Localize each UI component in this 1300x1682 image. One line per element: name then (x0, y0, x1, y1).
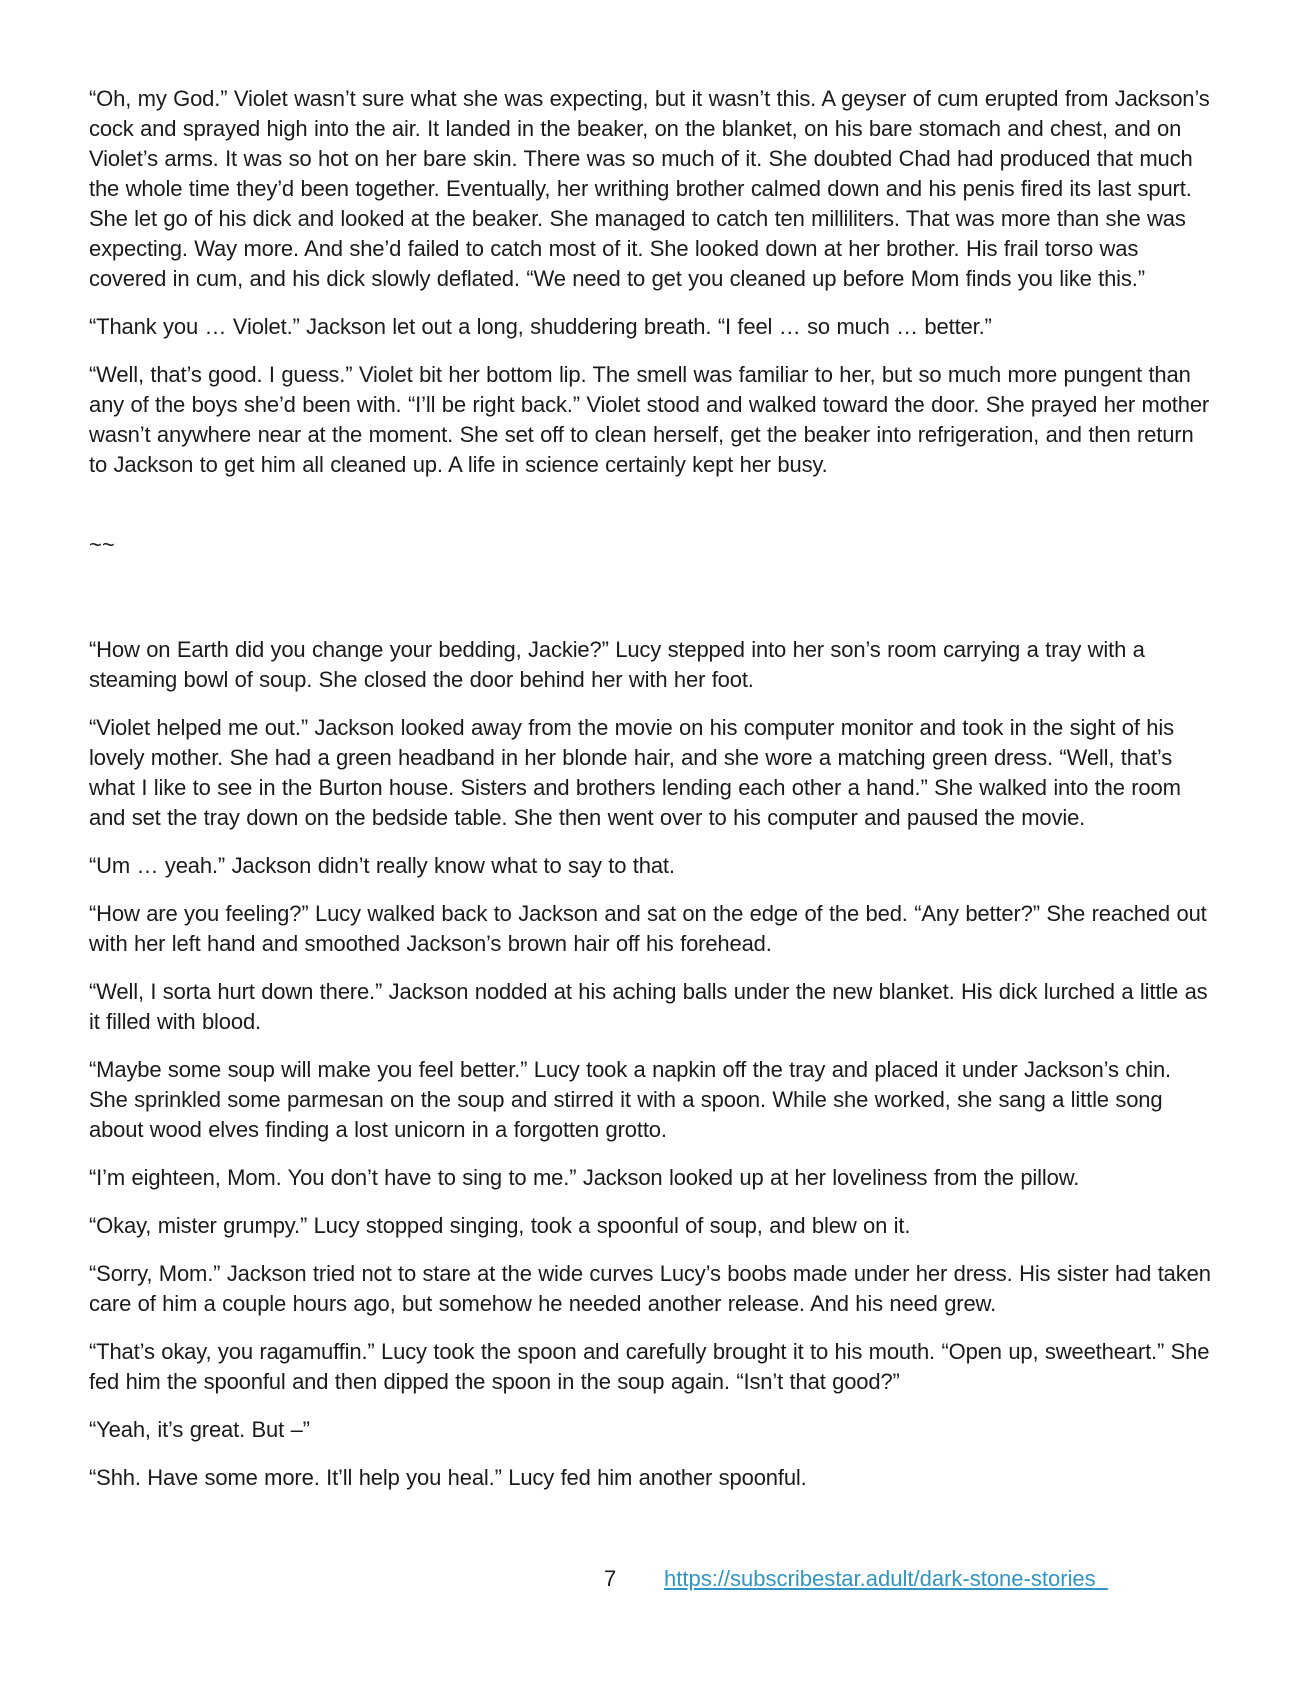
story-text-body (89, 84, 1211, 1511)
paragraph: “Okay, mister grumpy.” Lucy stopped singing, took a spoonful of soup, and blew on it. (89, 1213, 911, 1238)
paragraph: “Shh. Have some more. It’ll help you heal.” Lucy fed him another spoonful. (89, 1465, 807, 1490)
paragraph: “Sorry, Mom.” Jackson tried not to stare at the wide curves Lucy’s boobs made under her dress. His sister had taken care of him a couple hours ago, but somehow he needed another release. And his need grew. (89, 1261, 1211, 1316)
paragraph: “Yeah, it’s great. But –” (89, 1417, 310, 1442)
paragraph: “Oh, my God.” Violet wasn’t sure what she was expecting, but it wasn’t this. A geyser of cum erupted from Jackson’s cock and sprayed high into the air. It landed in the beaker, on the blanket, on his bare stomach and chest, and on Violet’s arms. It was so hot on her bare skin. There was so much of it. She doubted Chad had produced that much the whole time they’d been together. Eventually, her writhing brother calmed down and his penis fired its last spurt. She let go of his dick and looked at the beaker. She managed to catch ten milliliters. That was more than she was expecting. Way more. And she’d failed to catch most of it. She looked down at her brother. His frail torso was covered in cum, and his dick slowly deflated. “We need to get you cleaned up before Mom finds you like this.” (89, 86, 1210, 291)
paragraph: “Um … yeah.” Jackson didn’t really know what to say to that. (89, 853, 675, 878)
paragraph: “Well, that’s good. I guess.” Violet bit her bottom lip. The smell was familiar to her, but so much more pungent than any of the boys she’d been with. “I’ll be right back.” Violet stood and walked toward the door. She prayed her mother wasn’t anywhere near at the moment. She set off to clean herself, get the beaker into refrigeration, and then return to Jackson to get him all cleaned up. A life in science certainly kept her busy. (89, 362, 1210, 477)
subscribestar-link[interactable]: https://subscribestar.adult/dark-stone-stories (664, 1566, 1096, 1591)
page-footer (0, 1564, 1300, 1600)
paragraph: “Thank you … Violet.” Jackson let out a long, shuddering breath. “I feel … so much … better.” (89, 314, 992, 339)
paragraph: “How are you feeling?” Lucy walked back to Jackson and sat on the edge of the bed. “Any better?” She reached out with her left hand and smoothed Jackson’s brown hair off his forehead. (89, 901, 1207, 956)
paragraph: “Well, I sorta hurt down there.” Jackson nodded at his aching balls under the new blanket. His dick lurched a little as it filled with blood. (89, 979, 1208, 1034)
section-divider: ~~ (89, 532, 115, 557)
page-number: 7 (604, 1566, 617, 1591)
paragraph: “I’m eighteen, Mom. You don’t have to sing to me.” Jackson looked up at her loveliness from the pillow. (89, 1165, 1080, 1190)
paragraph: “How on Earth did you change your bedding, Jackie?” Lucy stepped into her son’s room carrying a tray with a steaming bowl of soup. She closed the door behind her with her foot. (89, 637, 1145, 692)
paragraph: “That’s okay, you ragamuffin.” Lucy took the spoon and carefully brought it to his mouth. “Open up, sweetheart.” She fed him the spoonful and then dipped the spoon in the soup again. “Isn’t that good?” (89, 1339, 1210, 1394)
paragraph: “Maybe some soup will make you feel better.” Lucy took a napkin off the tray and placed it under Jackson’s chin. She sprinkled some parmesan on the soup and stirred it with a spoon. While she worked, she sang a little song about wood elves finding a lost unicorn in a forgotten grotto. (89, 1057, 1171, 1142)
paragraph: “Violet helped me out.” Jackson looked away from the movie on his computer monitor and took in the sight of his lovely mother. She had a green headband in her blonde hair, and she wore a matching green dress. “Well, that’s what I like to see in the Burton house. Sisters and brothers lending each other a hand.” She walked into the room and set the tray down on the bedside table. She then went over to his computer and paused the movie. (89, 715, 1181, 830)
